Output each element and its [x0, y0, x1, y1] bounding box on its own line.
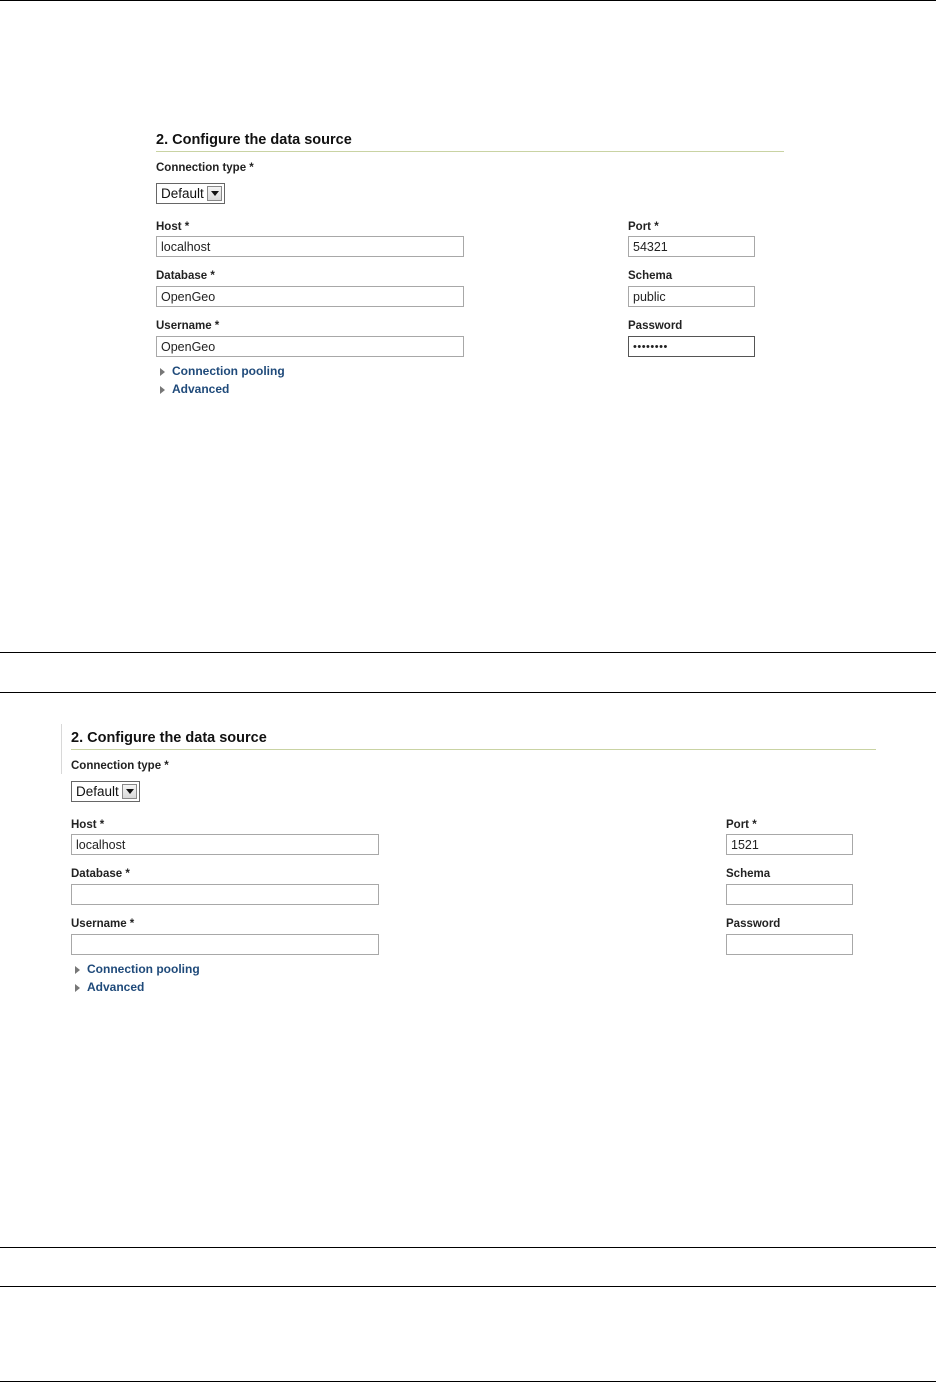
connection-pooling-toggle[interactable]	[71, 962, 200, 977]
advanced-link[interactable]: Advanced	[172, 382, 230, 396]
advanced-link[interactable]: Advanced	[87, 980, 145, 994]
triangle-right-icon	[160, 368, 165, 376]
database-input[interactable]	[71, 884, 379, 905]
host-label: Host *	[71, 819, 105, 831]
host-label: Host *	[156, 221, 190, 233]
port-input[interactable]	[726, 834, 853, 855]
connection-type-value: Default	[161, 186, 204, 201]
password-input[interactable]	[726, 934, 853, 955]
triangle-right-icon	[160, 386, 165, 394]
figure-separator-rule	[0, 1247, 936, 1248]
connection-type-label: Connection type *	[71, 760, 169, 772]
chevron-down-icon[interactable]	[122, 784, 137, 799]
advanced-toggle[interactable]	[156, 382, 229, 397]
triangle-right-icon	[75, 984, 80, 992]
password-label: Password	[726, 918, 781, 930]
schema-label: Schema	[726, 868, 771, 880]
username-label: Username *	[71, 918, 135, 930]
username-input[interactable]	[71, 934, 379, 955]
port-label: Port *	[726, 819, 757, 831]
database-label: Database *	[71, 868, 130, 880]
connection-type-select[interactable]	[156, 183, 225, 204]
figure-separator-rule	[0, 692, 936, 693]
host-input[interactable]	[156, 236, 464, 257]
connection-type-select[interactable]	[71, 781, 140, 802]
figure-separator-rule	[0, 1286, 936, 1287]
connection-pooling-link[interactable]: Connection pooling	[87, 962, 200, 976]
password-label: Password	[628, 320, 683, 332]
database-label: Database *	[156, 270, 215, 282]
connection-pooling-toggle[interactable]	[156, 364, 285, 379]
schema-label: Schema	[628, 270, 673, 282]
section-title: 2. Configure the data source	[71, 728, 876, 750]
username-label: Username *	[156, 320, 220, 332]
password-input[interactable]	[628, 336, 755, 357]
port-label: Port *	[628, 221, 659, 233]
host-input[interactable]	[71, 834, 379, 855]
figure-separator-rule	[0, 652, 936, 653]
panel-edge-divider	[61, 724, 62, 774]
section-title: 2. Configure the data source	[156, 130, 784, 152]
chevron-down-icon[interactable]	[207, 186, 222, 201]
page-top-rule	[0, 0, 936, 1]
port-input[interactable]	[628, 236, 755, 257]
advanced-toggle[interactable]	[71, 980, 144, 995]
schema-input[interactable]	[628, 286, 755, 307]
triangle-right-icon	[75, 966, 80, 974]
schema-input[interactable]	[726, 884, 853, 905]
connection-type-label: Connection type *	[156, 162, 254, 174]
connection-pooling-link[interactable]: Connection pooling	[172, 364, 285, 378]
username-input[interactable]	[156, 336, 464, 357]
connection-type-value: Default	[76, 784, 119, 799]
database-input[interactable]	[156, 286, 464, 307]
